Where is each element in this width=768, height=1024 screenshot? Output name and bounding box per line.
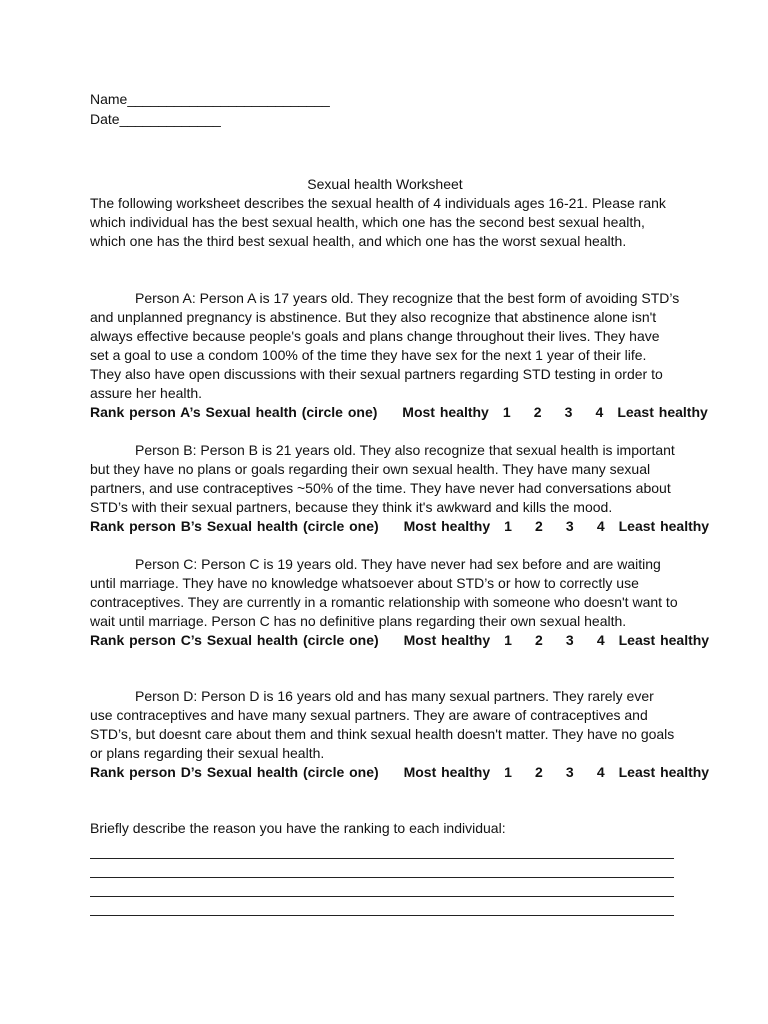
rank-option-3[interactable]: 3 [565, 518, 574, 534]
intro-paragraph: The following worksheet describes the sexual health of 4 individuals ages 16-21. Please rank which individual has the best sexual health, which one has the second best sexual health, which one has the third best sexual health, and which one has the worst sexual health. [90, 195, 666, 249]
answer-line[interactable] [90, 897, 674, 916]
rank-option-3[interactable]: 3 [565, 632, 574, 648]
rank-option-4[interactable]: 4 [596, 632, 605, 648]
least-healthy-label: Least healthy [617, 404, 708, 420]
reason-prompt: Briefly describe the reason you have the ranking to each individual: [90, 820, 506, 836]
person-b-rank-row [90, 517, 710, 536]
most-healthy-label: Most healthy [403, 764, 491, 780]
least-healthy-label: Least healthy [618, 632, 710, 648]
rank-option-2[interactable]: 2 [533, 404, 542, 420]
rank-option-1[interactable]: 1 [504, 764, 512, 780]
person-d-rank-row [90, 763, 710, 782]
answer-line[interactable] [90, 878, 674, 897]
rank-option-2[interactable]: 2 [535, 518, 543, 534]
worksheet-title: Sexual health Worksheet [307, 176, 463, 192]
person-c-description: Person C: Person C is 19 years old. They have never had sex before and are waiting until marriage. They have no knowledge whatsoever about STD’s or how to correctly use contraceptives. They are currently in a romantic relationship with someone who doesn't want to wait until marriage. Person C has no definitive plans regarding their own sexual health. [90, 556, 678, 629]
person-b-description: Person B: Person B is 21 years old. They also recognize that sexual health is important but they have no plans or goals regarding their own sexual health. They have many sexual partners, and use contraceptives ~50% of the time. They have never had conversations about STD’s with their sexual partners, because they think it's awkward and kills the mood. [90, 442, 675, 515]
rank-option-1[interactable]: 1 [502, 404, 511, 420]
name-field[interactable]: Name__________________________ [90, 91, 330, 107]
date-field[interactable]: Date_____________ [90, 111, 221, 127]
worksheet-page [90, 90, 710, 916]
rank-option-2[interactable]: 2 [535, 632, 543, 648]
rank-option-3[interactable]: 3 [564, 404, 573, 420]
person-a-rank-row [90, 403, 708, 422]
rank-option-3[interactable]: 3 [565, 764, 574, 780]
rank-option-1[interactable]: 1 [504, 632, 512, 648]
rank-option-1[interactable]: 1 [504, 518, 512, 534]
least-healthy-label: Least healthy [618, 764, 710, 780]
rank-label: Rank person A’s Sexual health (circle one) [90, 404, 378, 420]
person-a-description: Person A: Person A is 17 years old. They recognize that the best form of avoiding STD’s and unplanned pregnancy is abstinence. But they also recognize that abstinence alone isn't always effective because people's goals and plans change throughout their lives. They have set a goal to use a condom 100% of the time they have sex for the next 1 year of their life. They also have open discussions with their sexual partners regarding STD testing in order to assure her health. [90, 290, 680, 401]
rank-label: Rank person C’s Sexual health (circle one) [90, 632, 379, 648]
rank-option-4[interactable]: 4 [596, 518, 605, 534]
person-c-rank-row [90, 631, 710, 650]
rank-label: Rank person D’s Sexual health (circle one) [90, 764, 379, 780]
rank-option-2[interactable]: 2 [535, 764, 543, 780]
rank-option-4[interactable]: 4 [596, 764, 605, 780]
most-healthy-label: Most healthy [403, 632, 491, 648]
rank-label: Rank person B’s Sexual health (circle one) [90, 518, 379, 534]
most-healthy-label: Most healthy [403, 518, 491, 534]
answer-lines [90, 840, 680, 916]
most-healthy-label: Most healthy [402, 404, 489, 420]
least-healthy-label: Least healthy [618, 518, 710, 534]
answer-line[interactable] [90, 859, 674, 878]
answer-line[interactable] [90, 840, 674, 859]
person-d-description: Person D: Person D is 16 years old and has many sexual partners. They rarely ever use contraceptives and have many sexual partners. They are aware of contraceptives and STD’s, but doesnt care about them and think sexual health doesn't matter. They have no goals or plans regarding their sexual health. [90, 688, 675, 761]
rank-option-4[interactable]: 4 [595, 404, 604, 420]
